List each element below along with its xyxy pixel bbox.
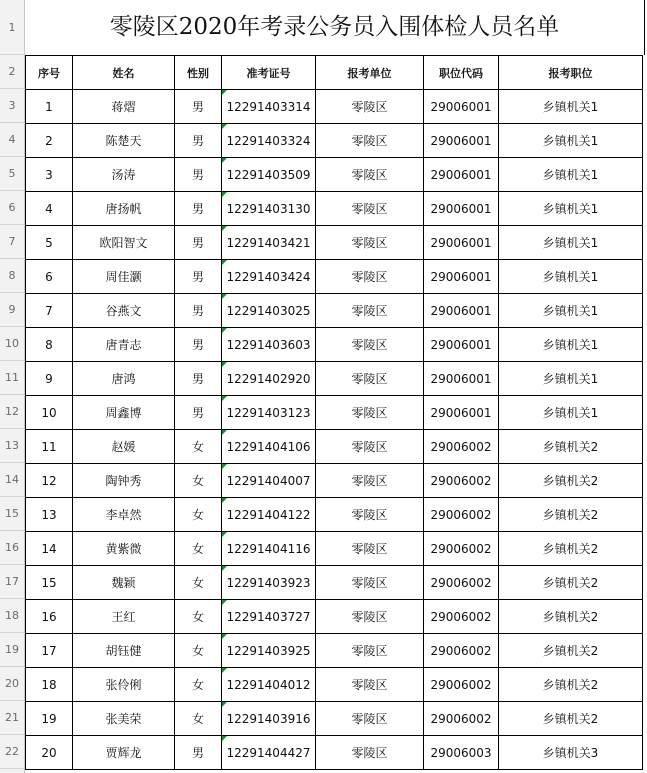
cell-gender[interactable]: 男 [175,294,222,328]
cell-gender[interactable]: 男 [175,124,222,158]
cell-position[interactable]: 乡镇机关1 [499,192,643,226]
row-number[interactable]: 9 [0,293,24,327]
cell-unit[interactable]: 零陵区 [316,430,424,464]
cell-seq[interactable]: 19 [26,702,73,736]
cell-name[interactable]: 汤涛 [73,158,175,192]
cell-position-code[interactable]: 29006002 [424,464,499,498]
cell-seq[interactable]: 11 [26,430,73,464]
cell-position[interactable]: 乡镇机关1 [499,226,643,260]
table-row [26,566,643,600]
row-number[interactable]: 17 [0,565,24,599]
row-number[interactable]: 6 [0,191,24,225]
cell-gender[interactable]: 女 [175,600,222,634]
cell-seq[interactable]: 5 [26,226,73,260]
cell-seq[interactable]: 8 [26,328,73,362]
cell-exam-id[interactable]: 12291403727 [222,600,316,634]
table-row [26,396,643,430]
column-header[interactable]: 报考单位 [316,56,424,90]
column-header[interactable]: 职位代码 [424,56,499,90]
cell-position[interactable]: 乡镇机关2 [499,566,643,600]
cell-exam-id[interactable]: 12291403916 [222,702,316,736]
cell-position-code[interactable]: 29006001 [424,90,499,124]
cell-unit[interactable]: 零陵区 [316,226,424,260]
cell-name[interactable]: 胡钰健 [73,634,175,668]
cell-name[interactable]: 张伶俐 [73,668,175,702]
cell-name[interactable]: 贾辉龙 [73,736,175,770]
cell-exam-id[interactable]: 12291404106 [222,430,316,464]
cell-seq[interactable]: 12 [26,464,73,498]
cell-position-code[interactable]: 29006001 [424,124,499,158]
cell-name[interactable]: 张美荣 [73,702,175,736]
cell-position-code[interactable]: 29006002 [424,430,499,464]
cell-unit[interactable]: 零陵区 [316,328,424,362]
cell-position[interactable]: 乡镇机关1 [499,396,643,430]
table-row [26,668,643,702]
cell-name[interactable]: 魏颖 [73,566,175,600]
cell-position[interactable]: 乡镇机关2 [499,430,643,464]
cell-seq[interactable]: 4 [26,192,73,226]
table-row [26,736,643,770]
cell-unit[interactable]: 零陵区 [316,192,424,226]
cell-seq[interactable]: 20 [26,736,73,770]
column-header[interactable]: 准考证号 [222,56,316,90]
cell-exam-id[interactable]: 12291403025 [222,294,316,328]
cell-exam-id[interactable]: 12291403314 [222,90,316,124]
cell-position[interactable]: 乡镇机关1 [499,328,643,362]
cell-position-code[interactable]: 29006001 [424,158,499,192]
cell-gender[interactable]: 女 [175,498,222,532]
cell-position[interactable]: 乡镇机关2 [499,464,643,498]
cell-gender[interactable]: 男 [175,260,222,294]
cell-name[interactable]: 唐鸿 [73,362,175,396]
row-number[interactable]: 19 [0,633,24,667]
table-row [26,260,643,294]
cell-unit[interactable]: 零陵区 [316,702,424,736]
cell-unit[interactable]: 零陵区 [316,260,424,294]
cell-exam-id[interactable]: 12291403923 [222,566,316,600]
row-number[interactable]: 2 [0,55,24,89]
row-number[interactable]: 12 [0,395,24,429]
cell-name[interactable]: 谷燕文 [73,294,175,328]
cell-position[interactable]: 乡镇机关2 [499,498,643,532]
cell-seq[interactable]: 17 [26,634,73,668]
cell-exam-id[interactable]: 12291403424 [222,260,316,294]
row-number[interactable]: 1 [0,0,24,55]
cell-name[interactable]: 唐青志 [73,328,175,362]
cell-exam-id[interactable]: 12291404007 [222,464,316,498]
cell-exam-id[interactable]: 12291404427 [222,736,316,770]
cell-position-code[interactable]: 29006001 [424,226,499,260]
table-row [26,532,643,566]
column-header[interactable]: 序号 [26,56,73,90]
cell-seq[interactable]: 2 [26,124,73,158]
cell-seq[interactable]: 6 [26,260,73,294]
cell-unit[interactable]: 零陵区 [316,396,424,430]
cell-seq[interactable]: 16 [26,600,73,634]
table-row [26,192,643,226]
row-number[interactable]: 7 [0,225,24,259]
cell-name[interactable]: 蒋熠 [73,90,175,124]
cell-unit[interactable]: 零陵区 [316,158,424,192]
cell-unit[interactable]: 零陵区 [316,498,424,532]
cell-unit[interactable]: 零陵区 [316,362,424,396]
cell-name[interactable]: 陈楚天 [73,124,175,158]
cell-gender[interactable]: 男 [175,158,222,192]
table-row [26,634,643,668]
cell-gender[interactable]: 女 [175,702,222,736]
cell-position-code[interactable]: 29006001 [424,362,499,396]
cell-position-code[interactable]: 29006002 [424,668,499,702]
cell-gender[interactable]: 女 [175,668,222,702]
row-number[interactable]: 22 [0,735,24,769]
cell-position-code[interactable]: 29006001 [424,294,499,328]
cell-name[interactable]: 陶钟秀 [73,464,175,498]
table-row [26,124,643,158]
row-number[interactable]: 20 [0,667,24,701]
column-header[interactable]: 姓名 [73,56,175,90]
cell-exam-id[interactable]: 12291402920 [222,362,316,396]
cell-seq[interactable]: 15 [26,566,73,600]
cell-gender[interactable]: 女 [175,566,222,600]
cell-unit[interactable]: 零陵区 [316,464,424,498]
row-number[interactable]: 10 [0,327,24,361]
data-table [25,55,643,770]
cell-seq[interactable]: 10 [26,396,73,430]
cell-gender[interactable]: 男 [175,90,222,124]
cell-gender[interactable]: 男 [175,362,222,396]
table-row [26,90,643,124]
row-number[interactable]: 5 [0,157,24,191]
cell-gender[interactable]: 女 [175,634,222,668]
table-row [26,226,643,260]
cell-unit[interactable]: 零陵区 [316,566,424,600]
table-row [26,430,643,464]
cell-gender[interactable]: 女 [175,532,222,566]
table-row [26,362,643,396]
cell-seq[interactable]: 14 [26,532,73,566]
cell-position[interactable]: 乡镇机关2 [499,668,643,702]
cell-gender[interactable]: 男 [175,192,222,226]
row-header-column [0,0,25,773]
cell-position-code[interactable]: 29006002 [424,532,499,566]
cell-gender[interactable]: 男 [175,736,222,770]
cell-exam-id[interactable]: 12291404012 [222,668,316,702]
cell-position[interactable]: 乡镇机关2 [499,532,643,566]
cell-position[interactable]: 乡镇机关1 [499,158,643,192]
cell-exam-id[interactable]: 12291403421 [222,226,316,260]
row-number[interactable]: 3 [0,89,24,123]
cell-seq[interactable]: 1 [26,90,73,124]
cell-name[interactable]: 王红 [73,600,175,634]
cell-position[interactable]: 乡镇机关2 [499,600,643,634]
cell-position-code[interactable]: 29006003 [424,736,499,770]
row-number[interactable]: 21 [0,701,24,735]
cell-unit[interactable]: 零陵区 [316,90,424,124]
cell-exam-id[interactable]: 12291404122 [222,498,316,532]
cell-unit[interactable]: 零陵区 [316,668,424,702]
row-number[interactable]: 18 [0,599,24,633]
row-number[interactable]: 11 [0,361,24,395]
cell-exam-id[interactable]: 12291403324 [222,124,316,158]
cell-name[interactable]: 欧阳智文 [73,226,175,260]
cell-exam-id[interactable]: 12291403123 [222,396,316,430]
cell-unit[interactable]: 零陵区 [316,600,424,634]
cell-seq[interactable]: 13 [26,498,73,532]
cell-gender[interactable]: 女 [175,430,222,464]
cell-position[interactable]: 乡镇机关2 [499,702,643,736]
cell-name[interactable]: 黄紫微 [73,532,175,566]
cell-gender[interactable]: 女 [175,464,222,498]
sheet-title[interactable]: 零陵区2020年考录公务员入围体检人员名单 [25,0,645,55]
cell-exam-id[interactable]: 12291403130 [222,192,316,226]
cell-position[interactable]: 乡镇机关1 [499,90,643,124]
cell-unit[interactable]: 零陵区 [316,736,424,770]
cell-unit[interactable]: 零陵区 [316,634,424,668]
cell-exam-id[interactable]: 12291404116 [222,532,316,566]
row-number[interactable]: 15 [0,497,24,531]
cell-seq[interactable]: 9 [26,362,73,396]
cell-position-code[interactable]: 29006002 [424,566,499,600]
table-row [26,294,643,328]
row-number[interactable]: 16 [0,531,24,565]
table-row [26,464,643,498]
cell-gender[interactable]: 男 [175,226,222,260]
cell-name[interactable]: 赵媛 [73,430,175,464]
cell-position-code[interactable]: 29006002 [424,634,499,668]
cell-seq[interactable]: 18 [26,668,73,702]
column-header[interactable]: 性别 [175,56,222,90]
cell-position[interactable]: 乡镇机关3 [499,736,643,770]
cell-seq[interactable]: 3 [26,158,73,192]
cell-name[interactable]: 唐扬帆 [73,192,175,226]
row-number[interactable]: 8 [0,259,24,293]
cell-position[interactable]: 乡镇机关1 [499,260,643,294]
cell-name[interactable]: 周鑫博 [73,396,175,430]
cell-position[interactable]: 乡镇机关1 [499,362,643,396]
table-row [26,600,643,634]
cell-position-code[interactable]: 29006001 [424,328,499,362]
cell-unit[interactable]: 零陵区 [316,124,424,158]
table-row [26,702,643,736]
cell-seq[interactable]: 7 [26,294,73,328]
table-row [26,498,643,532]
cell-position[interactable]: 乡镇机关1 [499,124,643,158]
row-number[interactable]: 13 [0,429,24,463]
cell-name[interactable]: 李卓然 [73,498,175,532]
cell-position[interactable]: 乡镇机关1 [499,294,643,328]
cell-unit[interactable]: 零陵区 [316,294,424,328]
cell-exam-id[interactable]: 12291403603 [222,328,316,362]
cell-position-code[interactable]: 29006002 [424,702,499,736]
cell-gender[interactable]: 男 [175,396,222,430]
cell-position[interactable]: 乡镇机关2 [499,634,643,668]
cell-gender[interactable]: 男 [175,328,222,362]
cell-position-code[interactable]: 29006001 [424,192,499,226]
cell-position-code[interactable]: 29006002 [424,600,499,634]
row-number[interactable]: 4 [0,123,24,157]
column-header[interactable]: 报考职位 [499,56,643,90]
cell-exam-id[interactable]: 12291403925 [222,634,316,668]
cell-position-code[interactable]: 29006001 [424,260,499,294]
table-row [26,158,643,192]
header-row [26,56,643,90]
row-number[interactable]: 14 [0,463,24,497]
cell-exam-id[interactable]: 12291403509 [222,158,316,192]
cell-name[interactable]: 周佳灏 [73,260,175,294]
table-row [26,328,643,362]
cell-position-code[interactable]: 29006001 [424,396,499,430]
cell-position-code[interactable]: 29006002 [424,498,499,532]
cell-unit[interactable]: 零陵区 [316,532,424,566]
